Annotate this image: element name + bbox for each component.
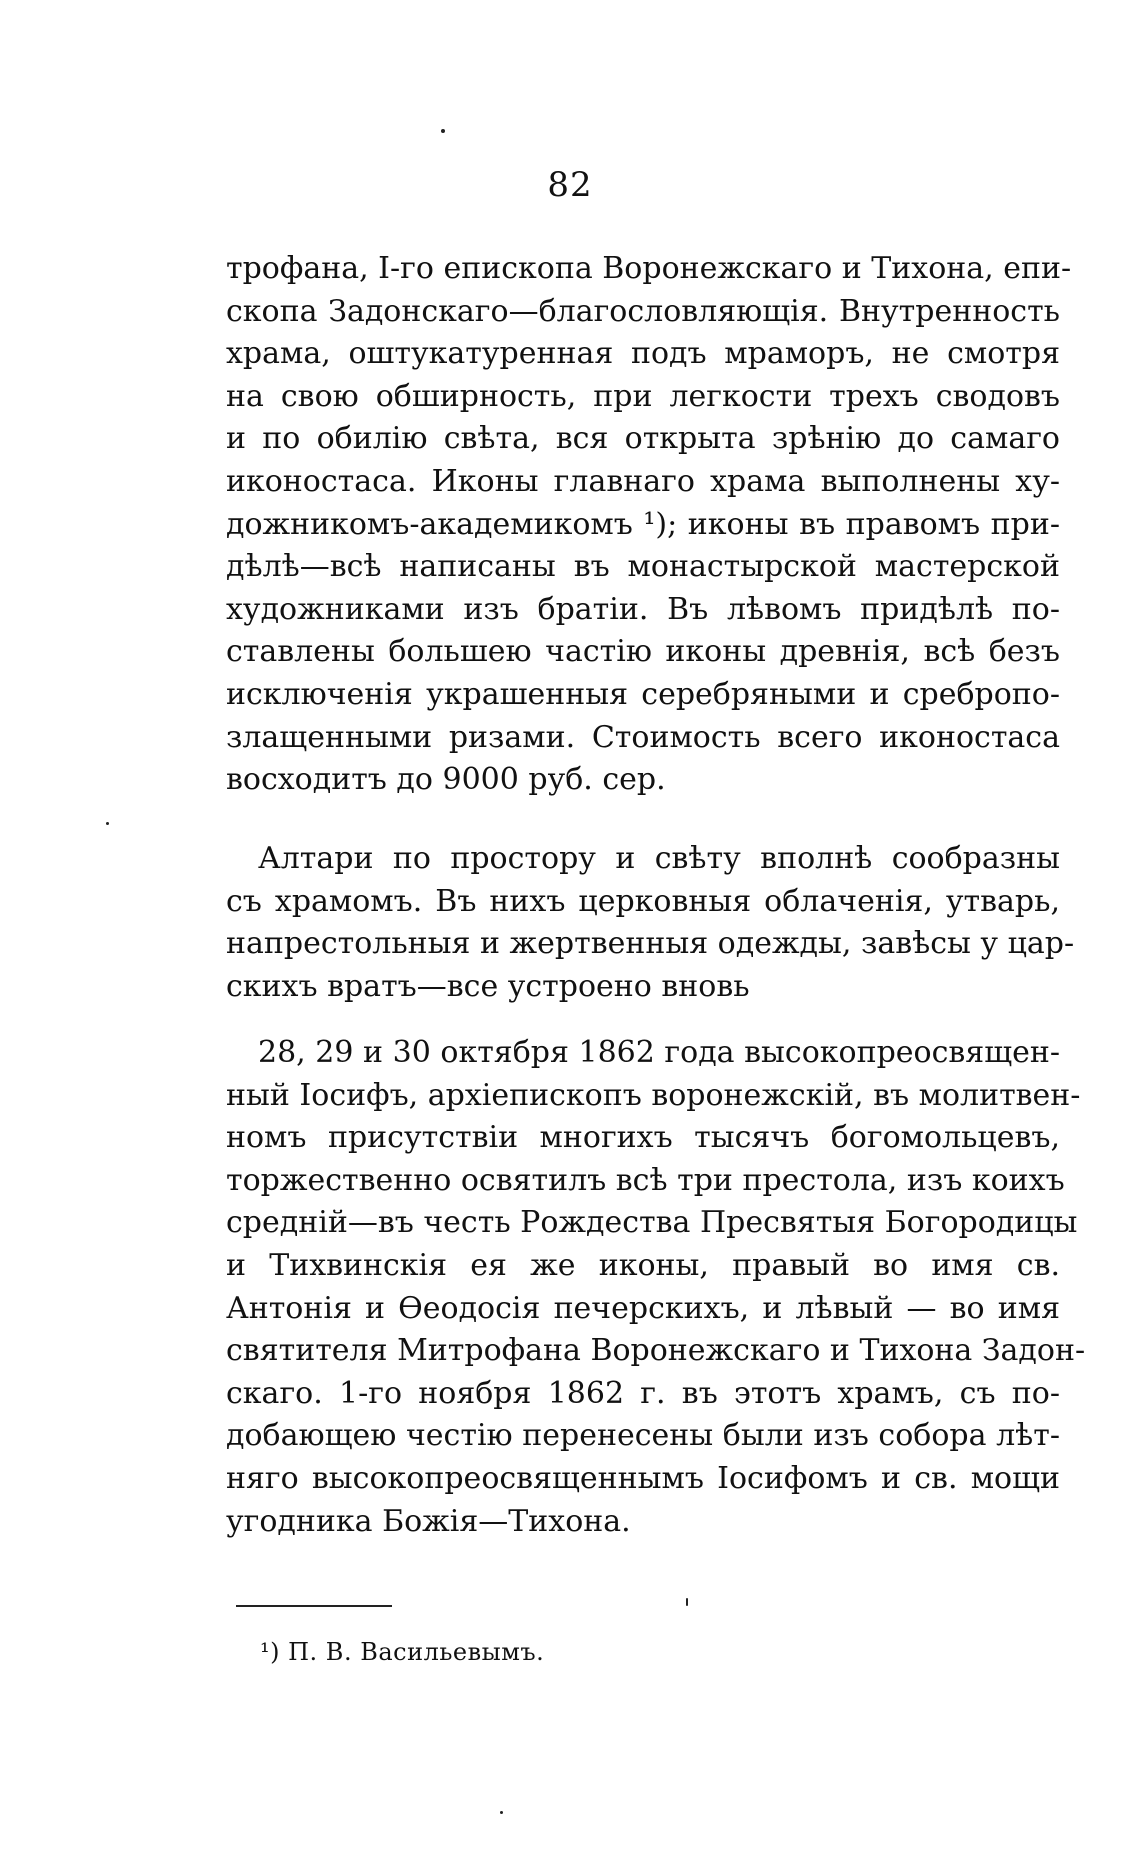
text-line: напрестольныя и жертвенныя одежды, завѣсы у цар- xyxy=(226,926,1075,962)
scan-speck xyxy=(686,1598,688,1606)
text-line: ный Іосифъ, архіепископъ воронежскій, въ молитвен- xyxy=(226,1077,1081,1113)
text-line: святителя Митрофана Воронежскаго и Тихона Задон- xyxy=(226,1333,1086,1369)
text-line: и по обилію свѣта, вся открыта зрѣнію до самаго xyxy=(226,421,1060,457)
text-line: Антонія и Ѳеодосія печерскихъ, и лѣвый — во имя xyxy=(226,1290,1060,1326)
text-line: храма, оштукатуренная подъ мраморъ, не смотря xyxy=(226,336,1060,372)
text-line: дожникомъ-академикомъ ¹); иконы въ правомъ при- xyxy=(226,506,1060,542)
scan-speck xyxy=(441,129,445,133)
text-line: скихъ вратъ—все устроено вновь xyxy=(226,968,750,1004)
text-line: исключенія украшенныя серебряными и сребропо- xyxy=(226,676,1060,712)
footnote: ¹) П. В. Васильевымъ. xyxy=(260,1638,545,1666)
scan-speck xyxy=(500,1811,503,1814)
text-line: иконостаса. Иконы главнаго храма выполнены ху- xyxy=(226,463,1060,499)
text-line: Алтари по простору и свѣту вполнѣ сообразны xyxy=(258,841,1060,876)
text-line: восходитъ до 9000 руб. сер. xyxy=(226,762,666,798)
text-line: дѣлѣ—всѣ написаны въ монастырской мастерской xyxy=(226,549,1060,585)
text-line: художниками изъ братіи. Въ лѣвомъ придѣлѣ по- xyxy=(226,591,1060,627)
text-line: 28, 29 и 30 октября 1862 года высокопреосвящен- xyxy=(258,1035,1060,1070)
text-line: добающею честію перенесены были изъ собора лѣт- xyxy=(226,1418,1060,1454)
text-line: угодника Божія—Тихона. xyxy=(226,1503,631,1539)
text-line: ставлены большею частію иконы древнія, всѣ безъ xyxy=(226,634,1060,670)
text-line: средній—въ честь Рождества Пресвятыя Богородицы xyxy=(226,1205,1078,1241)
page-number: 82 xyxy=(547,165,593,205)
text-line: на свою обширность, при легкости трехъ сводовъ xyxy=(226,378,1060,414)
paragraph-3 xyxy=(226,1032,1086,1543)
text-line: съ храмомъ. Въ нихъ церковныя облаченія, утварь, xyxy=(226,883,1060,919)
text-line: няго высокопреосвященнымъ Іосифомъ и св. мощи xyxy=(226,1460,1060,1496)
text-line: номъ присутствіи многихъ тысячъ богомольцевъ, xyxy=(226,1120,1060,1156)
text-line: злащенными ризами. Стоимость всего иконостаса xyxy=(226,719,1060,755)
text-line: скопа Задонскаго—благословляющія. Внутренность xyxy=(226,293,1060,329)
text-line: скаго. 1-го ноября 1862 г. въ этотъ храмъ, съ по- xyxy=(226,1375,1060,1411)
text-line: трофана, I-го епископа Воронежскаго и Тихона, епи- xyxy=(226,251,1072,286)
footnote-rule xyxy=(236,1605,392,1607)
scan-speck xyxy=(106,822,109,825)
text-line: и Тихвинскія ея же иконы, правый во имя св. xyxy=(226,1247,1060,1283)
paragraph-1 xyxy=(226,248,1072,802)
paragraph-2 xyxy=(226,838,1075,1008)
text-line: торжественно освятилъ всѣ три престола, изъ коихъ xyxy=(226,1162,1065,1198)
